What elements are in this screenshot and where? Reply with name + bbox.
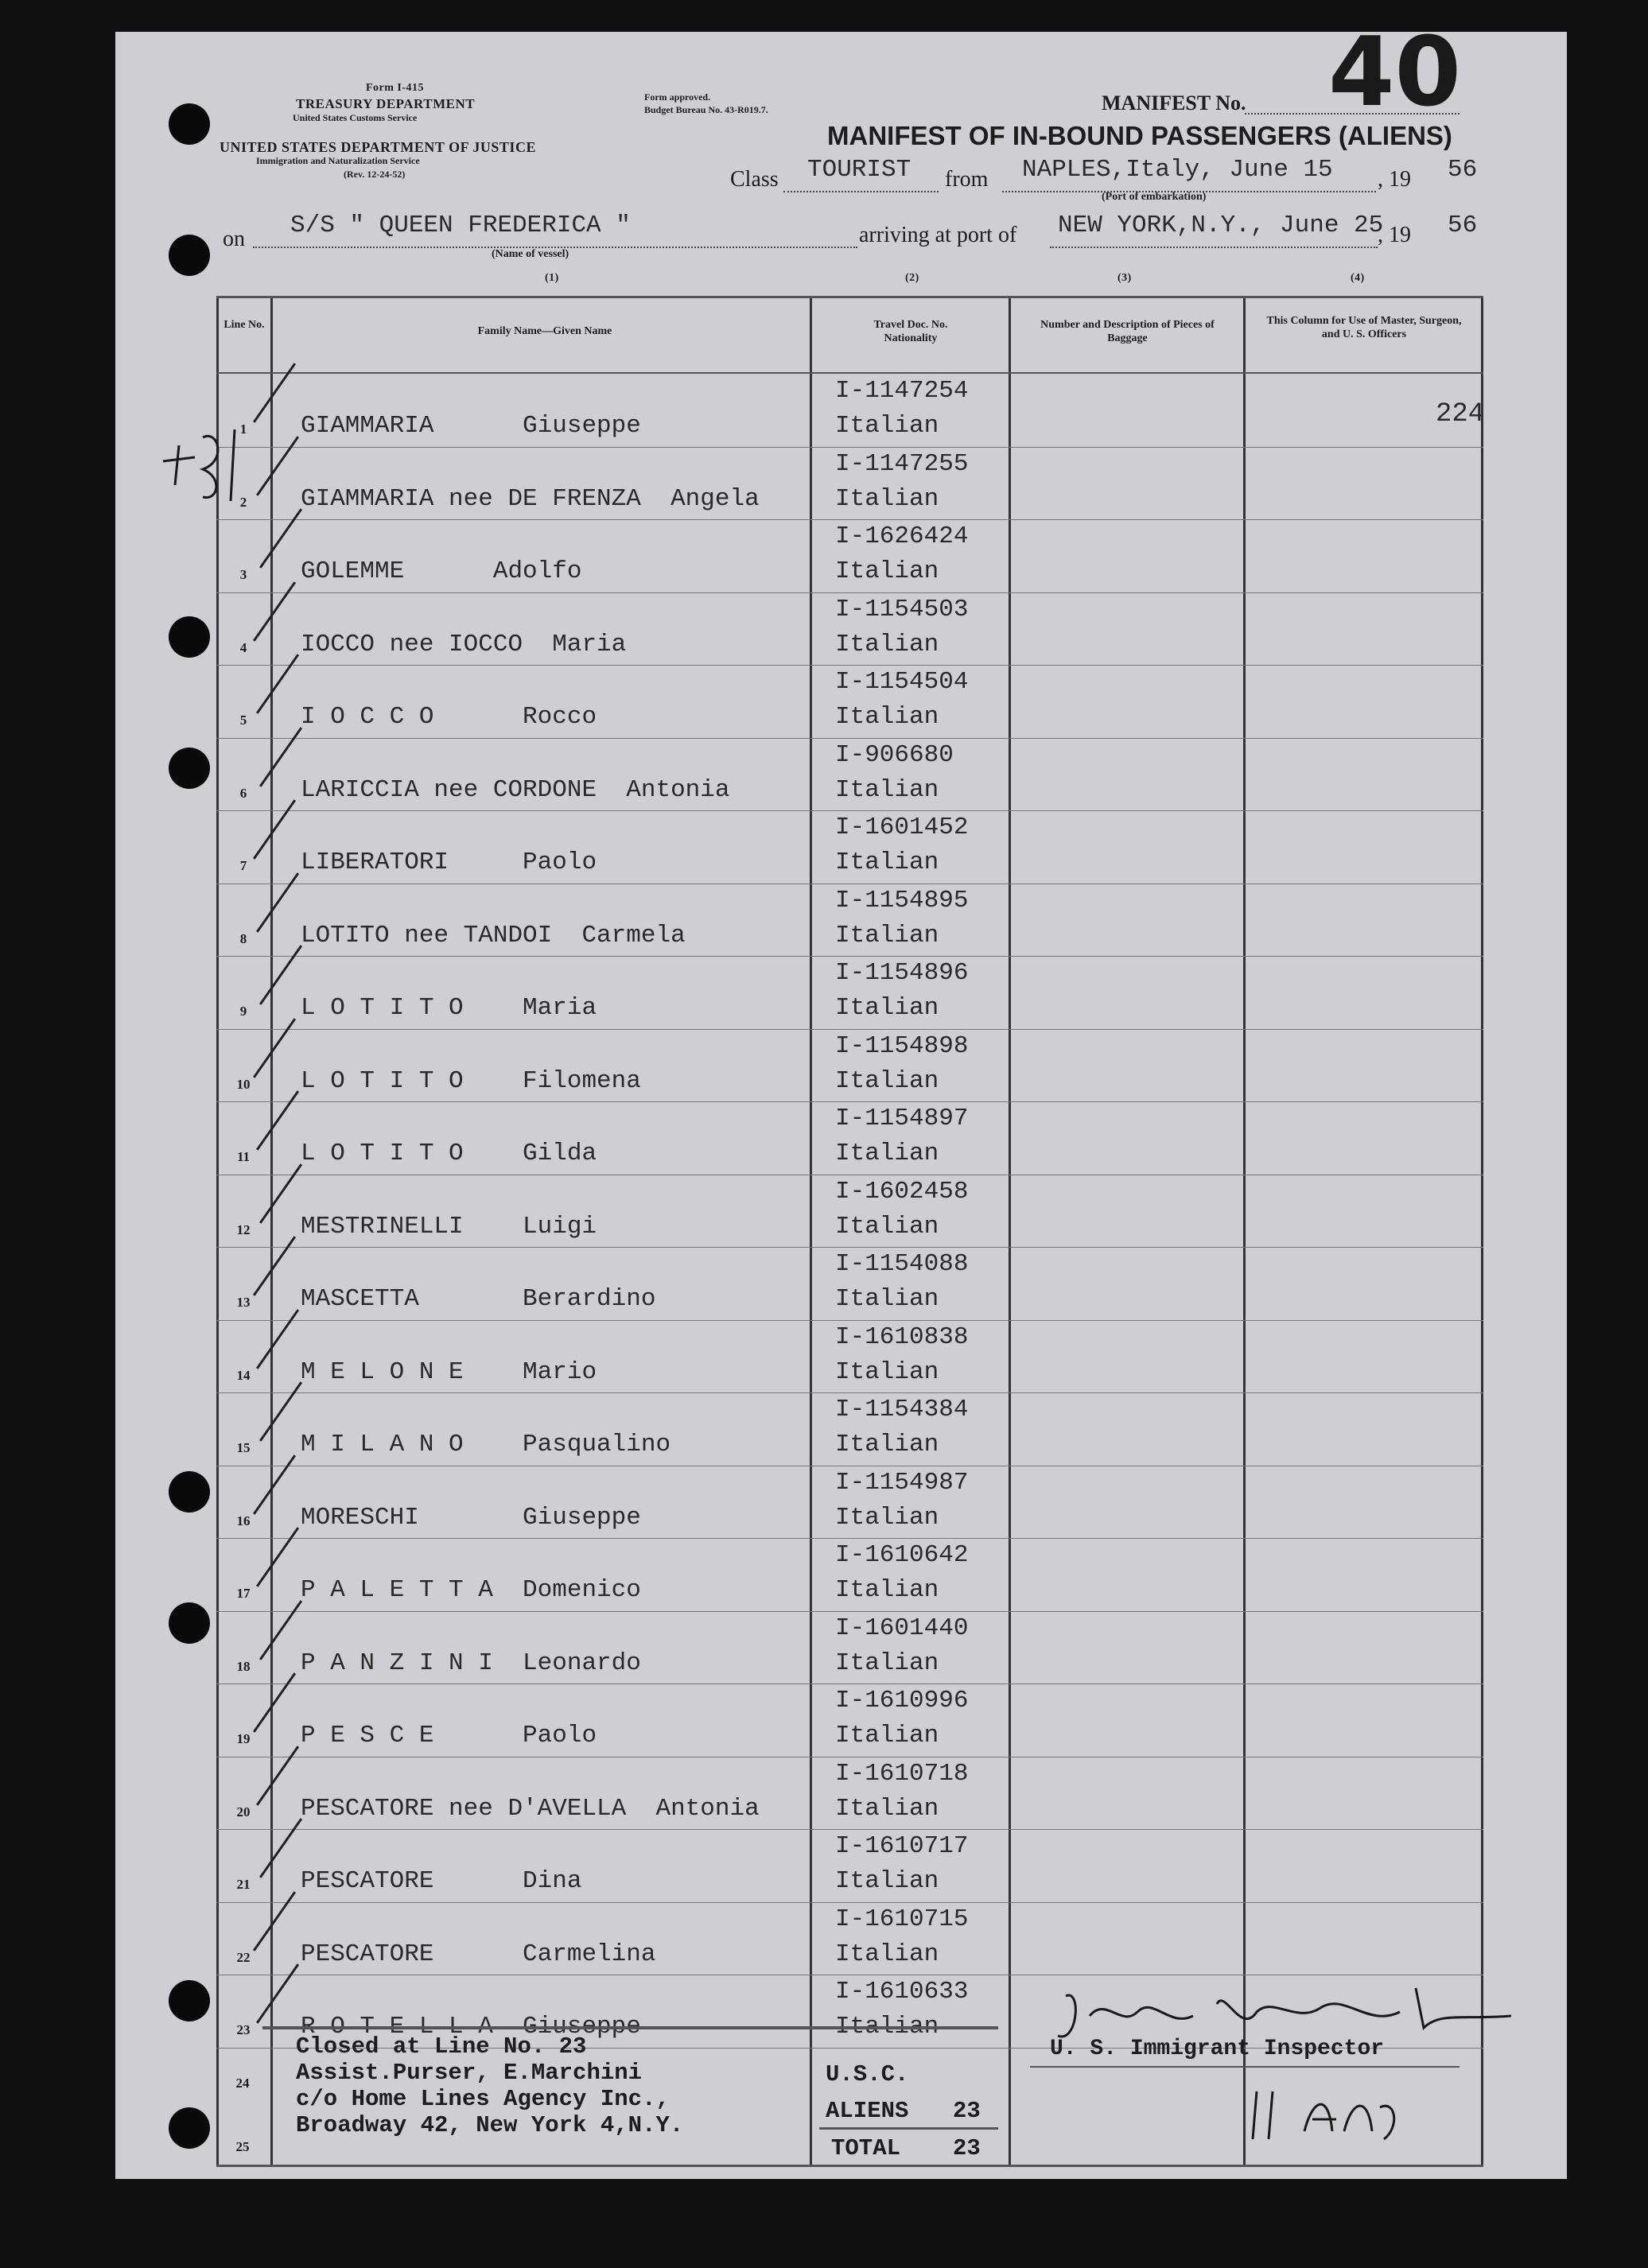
nationality: Italian <box>835 849 939 876</box>
row-divider <box>216 738 1483 739</box>
nationality: Italian <box>835 1140 939 1167</box>
nationality: Italian <box>835 1431 939 1458</box>
divider-name <box>810 296 812 2165</box>
header-family-name: Family Name—Given Name <box>477 325 612 337</box>
passenger-name: MASCETTA Berardino <box>301 1285 656 1313</box>
passenger-name: P A L E T T A Domenico <box>301 1576 641 1604</box>
travel-doc-number: I-1626424 <box>835 522 969 550</box>
travel-doc-number: I-1610996 <box>835 1687 969 1715</box>
agency-name: c/o Home Lines Agency Inc., <box>296 2086 670 2112</box>
divider-line-no <box>270 296 273 2165</box>
travel-doc-number: I-1610838 <box>835 1322 969 1351</box>
on-label: on <box>223 227 245 251</box>
row-line-number: 9 <box>239 1004 247 1019</box>
handwritten-initials <box>1241 2084 1416 2147</box>
nationality: Italian <box>835 775 939 804</box>
nationality: Italian <box>835 1357 939 1386</box>
travel-doc-number: I-1610715 <box>835 1905 969 1933</box>
row-divider <box>216 447 1483 448</box>
travel-doc-number: I-1154898 <box>835 1031 969 1060</box>
year1-prefix: , 19 <box>1378 167 1411 192</box>
row-line-number: 12 <box>236 1221 251 1237</box>
nationality: Italian <box>835 1649 939 1677</box>
class-line <box>783 191 939 192</box>
port-embarkation-caption: (Port of embarkation) <box>1102 191 1207 203</box>
passenger-name: P E S C E Paolo <box>301 1722 597 1750</box>
nationality: Italian <box>835 1722 939 1750</box>
aliens-underline <box>819 2127 998 2130</box>
row-line-number: 1 <box>239 421 247 437</box>
passenger-name: M E L O N E Mario <box>301 1357 597 1386</box>
immigrant-inspector-label: U. S. Immigrant Inspector <box>1050 2037 1385 2061</box>
passenger-name: LARICCIA nee CORDONE Antonia <box>301 775 730 804</box>
column-number-1: (1) <box>545 272 559 284</box>
travel-doc-number: I-1154503 <box>835 595 969 623</box>
header-officers: This Column for Use of Master, Surgeon, and U. S. Officers <box>1266 315 1462 340</box>
passenger-name: PESCATORE Dina <box>301 1867 582 1895</box>
column-number-2: (2) <box>905 272 919 284</box>
nationality: Italian <box>835 1794 939 1823</box>
signature-line <box>1030 2066 1459 2068</box>
passenger-name: L O T I T O Maria <box>301 994 597 1022</box>
nationality: Italian <box>835 921 939 950</box>
from-label: from <box>945 167 989 192</box>
table-border-right <box>1481 296 1483 2165</box>
passenger-name: I O C C O Rocco <box>301 703 597 731</box>
travel-doc-number: I-1154896 <box>835 959 969 987</box>
row-line-number: 19 <box>236 1731 251 1746</box>
passenger-name: GIAMMARIA nee DE FRENZA Angela <box>301 484 760 513</box>
binder-hole <box>169 103 210 145</box>
binder-hole <box>169 2107 210 2149</box>
year2-prefix: , 19 <box>1378 223 1411 247</box>
arrival-line <box>1050 247 1378 248</box>
row-line-number: 14 <box>236 1367 251 1383</box>
binder-hole <box>169 748 210 789</box>
row-divider <box>216 1247 1483 1248</box>
nationality: Italian <box>835 1867 939 1895</box>
inspector-signature <box>1034 1980 1527 2052</box>
header-baggage: Number and Description of Pieces of Baggage <box>1040 319 1215 344</box>
row-line-number: 6 <box>239 785 247 801</box>
nationality: Italian <box>835 2013 939 2041</box>
ins-label: Immigration and Naturalization Service <box>256 155 420 166</box>
passenger-name: GIAMMARIA Giuseppe <box>301 412 641 440</box>
travel-doc-number: I-906680 <box>835 740 954 769</box>
nationality: Italian <box>835 557 939 585</box>
aliens-value: 23 <box>953 2098 981 2124</box>
vessel-caption: (Name of vessel) <box>492 248 569 260</box>
nationality: Italian <box>835 1576 939 1604</box>
table-border-left <box>216 296 219 2165</box>
row-line-number: 21 <box>236 1877 251 1892</box>
manifest-title: MANIFEST OF IN-BOUND PASSENGERS (ALIENS) <box>827 121 1452 150</box>
assistant-purser: Assist.Purser, E.Marchini <box>296 2060 643 2086</box>
passenger-name: M I L A N O Pasqualino <box>301 1431 671 1458</box>
travel-doc-number: I-1610717 <box>835 1832 969 1860</box>
column-number-4: (4) <box>1351 272 1365 284</box>
travel-doc-number: I-1602458 <box>835 1177 969 1206</box>
from-value: NAPLES,Italy, June 15 <box>1022 156 1333 184</box>
travel-doc-number: I-1154384 <box>835 1396 969 1423</box>
row-divider <box>216 665 1483 666</box>
total-value: 23 <box>953 2135 981 2161</box>
officer-note: 224 <box>1436 399 1485 429</box>
nationality: Italian <box>835 1212 939 1241</box>
row-divider <box>216 592 1483 593</box>
binder-hole <box>169 1980 210 2021</box>
arriving-label: arriving at port of <box>859 223 1017 247</box>
row-divider <box>216 1538 1483 1539</box>
year2-value: 56 <box>1448 212 1478 239</box>
table-top <box>216 296 1483 298</box>
travel-doc-number: I-1154897 <box>835 1105 969 1132</box>
year1-value: 56 <box>1448 156 1478 184</box>
nationality: Italian <box>835 1503 939 1532</box>
passenger-name: GOLEMME Adolfo <box>301 557 582 585</box>
usc-label: U.S.C. <box>826 2061 909 2087</box>
travel-doc-number: I-1601452 <box>835 814 969 841</box>
row-line-number: 23 <box>236 2022 251 2037</box>
travel-doc-number: I-1147255 <box>835 449 969 478</box>
agency-address: Broadway 42, New York 4,N.Y. <box>296 2112 684 2138</box>
row-line-number: 2 <box>239 494 247 510</box>
row-divider <box>216 1611 1483 1612</box>
treasury-label: TREASURY DEPARTMENT <box>296 96 476 111</box>
header-bottom <box>216 372 1483 374</box>
nationality: Italian <box>835 1285 939 1313</box>
passenger-name: L O T I T O Gilda <box>301 1140 597 1167</box>
vessel-name: S/S " QUEEN FREDERICA " <box>290 212 631 239</box>
form-approved: Form approved. <box>644 91 711 103</box>
row-divider <box>216 1392 1483 1393</box>
row-line-number: 17 <box>236 1586 251 1601</box>
binder-hole <box>169 1602 210 1644</box>
closed-at-line: Closed at Line No. 23 <box>296 2033 587 2060</box>
margin-annotation <box>147 414 258 509</box>
binder-hole <box>169 1471 210 1513</box>
nationality: Italian <box>835 994 939 1022</box>
row-line-number: 16 <box>236 1513 251 1528</box>
passenger-name: R O T E L L A Giuseppe <box>301 2013 641 2041</box>
header-line-no: Line No. <box>223 319 265 331</box>
row-divider <box>216 1029 1483 1030</box>
row-line-number: 11 <box>236 1149 251 1164</box>
row-divider <box>216 810 1483 811</box>
passenger-name: L O T I T O Filomena <box>301 1066 641 1095</box>
binder-hole <box>169 616 210 658</box>
footer-top-line <box>262 2026 998 2029</box>
passenger-name: LIBERATORI Paolo <box>301 849 597 876</box>
class-value: TOURIST <box>807 156 911 184</box>
nationality: Italian <box>835 1940 939 1968</box>
row-line-number: 18 <box>236 1658 251 1674</box>
footer-line-25: 25 <box>235 2139 250 2154</box>
revision-label: (Rev. 12-24-52) <box>344 169 406 180</box>
travel-doc-number: I-1610642 <box>835 1541 969 1569</box>
nationality: Italian <box>835 1066 939 1095</box>
row-line-number: 4 <box>239 639 247 655</box>
binder-hole <box>169 235 210 276</box>
row-divider <box>216 1101 1483 1102</box>
travel-doc-number: I-1601440 <box>835 1614 969 1642</box>
travel-doc-number: I-1154895 <box>835 886 969 915</box>
customs-label: United States Customs Service <box>293 112 418 123</box>
row-line-number: 22 <box>236 1949 251 1965</box>
justice-label: UNITED STATES DEPARTMENT OF JUSTICE <box>220 139 536 155</box>
row-divider <box>216 519 1483 520</box>
row-line-number: 20 <box>236 1804 251 1819</box>
row-line-number: 3 <box>239 567 247 582</box>
row-divider <box>216 1829 1483 1830</box>
travel-doc-number: I-1147254 <box>835 377 969 405</box>
table-bottom <box>216 2165 1483 2167</box>
travel-doc-number: I-1154088 <box>835 1250 969 1278</box>
divider-baggage <box>1243 296 1246 2165</box>
total-label: TOTAL <box>831 2135 901 2161</box>
divider-doc <box>1009 296 1011 2165</box>
budget-bureau: Budget Bureau No. 43-R019.7. <box>644 104 768 115</box>
travel-doc-number: I-1154987 <box>835 1468 969 1497</box>
travel-doc-number: I-1610633 <box>835 1978 969 2006</box>
passenger-name: P A N Z I N I Leonardo <box>301 1649 641 1677</box>
nationality: Italian <box>835 484 939 513</box>
nationality: Italian <box>835 630 939 658</box>
row-line-number: 13 <box>236 1295 251 1310</box>
manifest-number: 40 <box>1328 17 1461 128</box>
passenger-name: PESCATORE Carmelina <box>301 1940 656 1968</box>
form-number: Form I-415 <box>366 82 425 94</box>
travel-doc-number: I-1154504 <box>835 668 969 696</box>
row-line-number: 7 <box>239 858 247 873</box>
row-line-number: 15 <box>236 1440 251 1455</box>
row-line-number: 8 <box>239 930 247 946</box>
row-divider <box>216 1320 1483 1321</box>
aliens-label: ALIENS <box>826 2098 909 2124</box>
passenger-name: MORESCHI Giuseppe <box>301 1503 641 1532</box>
class-label: Class <box>730 167 779 192</box>
row-divider <box>216 1902 1483 1903</box>
column-number-3: (3) <box>1117 272 1132 284</box>
passenger-name: PESCATORE nee D'AVELLA Antonia <box>301 1794 760 1823</box>
travel-doc-number: I-1610718 <box>835 1759 969 1788</box>
passenger-name: IOCCO nee IOCCO Maria <box>301 630 627 658</box>
nationality: Italian <box>835 703 939 731</box>
header-travel-doc: Travel Doc. No. Nationality <box>873 319 948 344</box>
passenger-name: LOTITO nee TANDOI Carmela <box>301 921 686 950</box>
row-line-number: 5 <box>239 713 247 728</box>
row-line-number: 10 <box>236 1076 251 1092</box>
footer-line-24: 24 <box>235 2076 250 2091</box>
manifest-no-label: MANIFEST No. <box>1102 91 1246 115</box>
nationality: Italian <box>835 412 939 440</box>
row-divider <box>216 956 1483 957</box>
passenger-name: MESTRINELLI Luigi <box>301 1212 597 1241</box>
arrival-port-value: NEW YORK,N.Y., June 25 <box>1058 212 1384 239</box>
